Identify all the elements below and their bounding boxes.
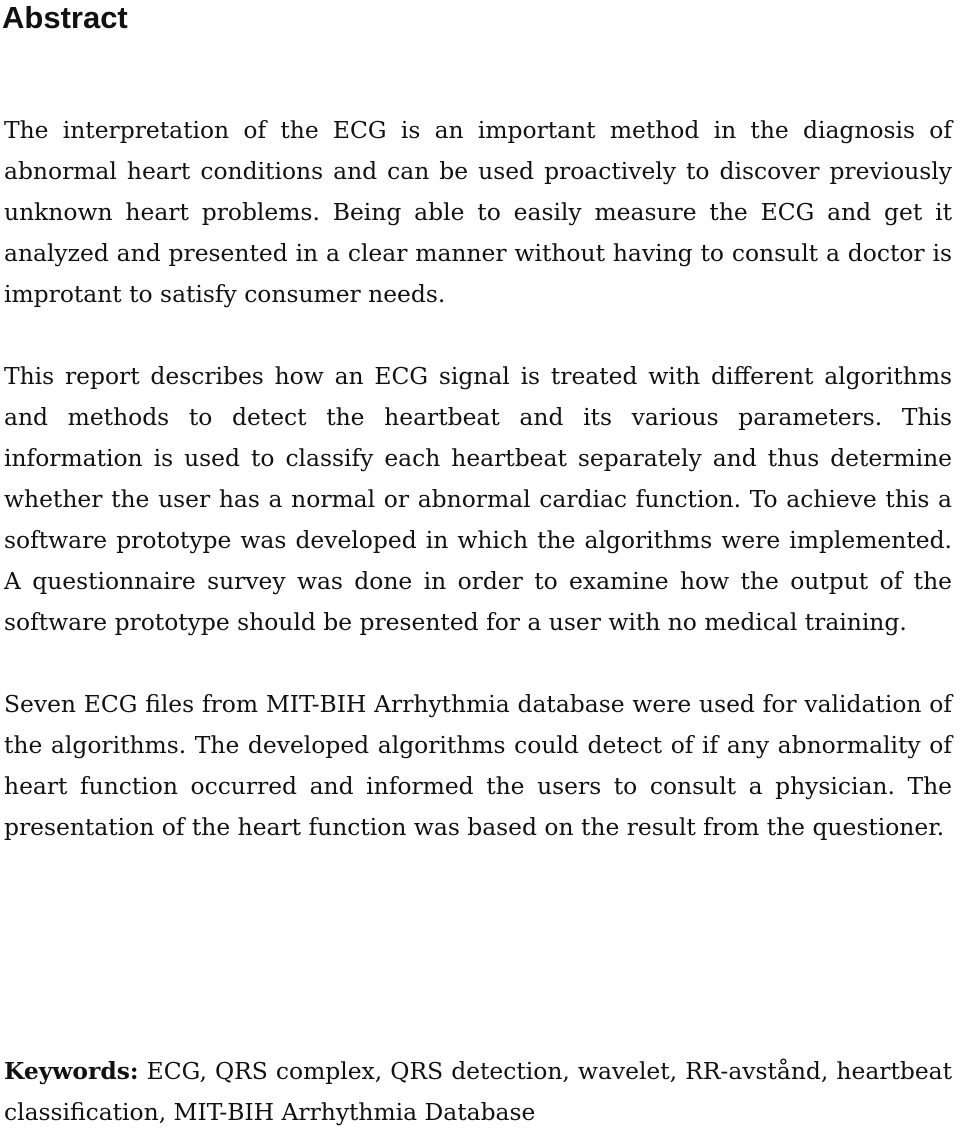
- abstract-paragraph-2: This report describes how an ECG signal is treated with different algorithms and methods to detect the heartbeat and its various parameters. This information is used to classify each heartbeat separately and thus determine whether the user has a normal or abnormal cardiac function. To achieve this a software prototype was developed in which the algorithms were implemented. A questionnaire survey was done in order to examine how the output of the software prototype should be presented for a user with no medical training.: [4, 362, 952, 636]
- abstract-body: [4, 110, 952, 848]
- abstract-paragraph-1: The interpretation of the ECG is an important method in the diagnosis of abnormal heart conditions and can be used proactively to discover previously unknown heart problems. Being able to easily measure the ECG and get it analyzed and presented in a clear manner without having to consult a doctor is improtant to satisfy consumer needs.: [4, 116, 952, 308]
- paragraph-spacer: [4, 315, 952, 356]
- section-title: Abstract: [2, 0, 128, 35]
- paragraph-spacer: [4, 643, 952, 684]
- keywords-text: ECG, QRS complex, QRS detection, wavelet, RR-avstånd, heartbeat classification, MIT-BIH Arrhythmia Database: [4, 1057, 953, 1126]
- abstract-paragraph-3: Seven ECG files from MIT-BIH Arrhythmia database were used for validation of the algorithms. The developed algorithms could detect of if any abnormality of heart function occurred and informed the users to consult a physician. The presentation of the heart function was based on the result from the questioner.: [4, 690, 952, 841]
- keywords-label: Keywords:: [4, 1057, 139, 1085]
- keywords-line: [4, 1051, 952, 1133]
